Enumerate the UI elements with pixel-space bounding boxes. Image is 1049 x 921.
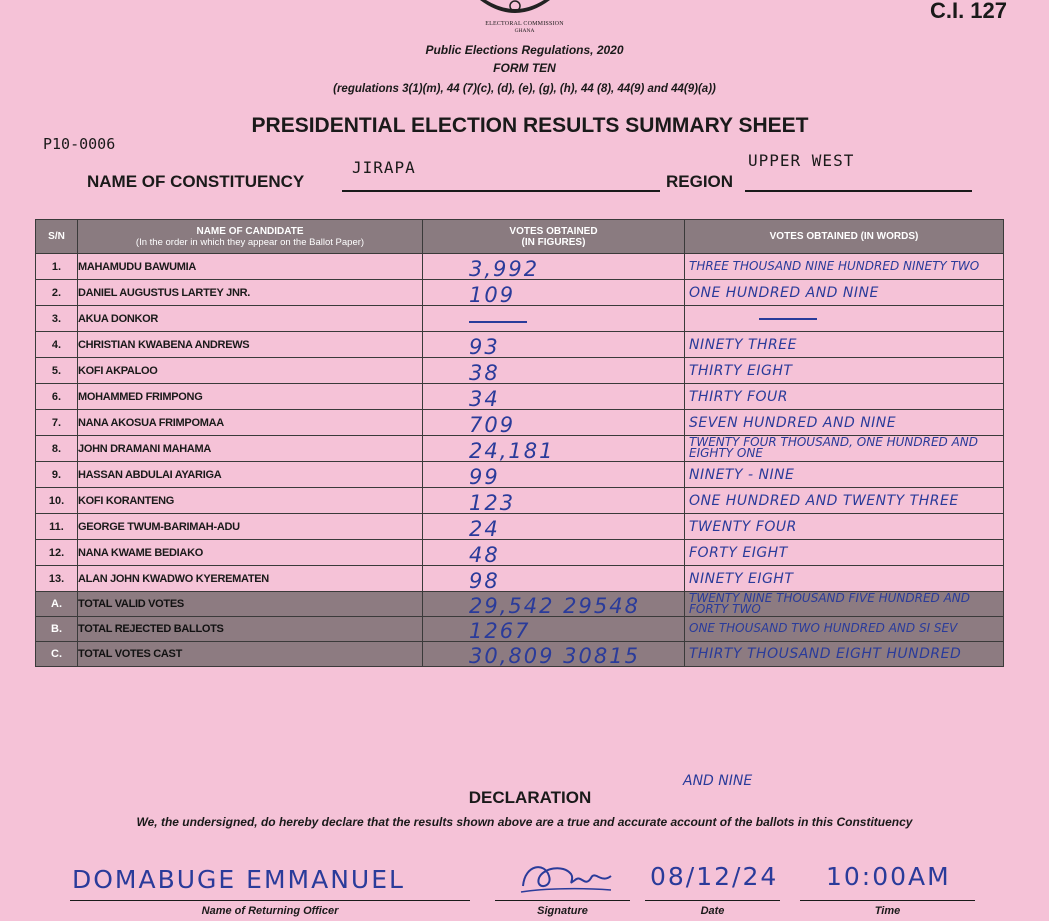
candidate-name: KOFI AKPALOO — [78, 358, 423, 384]
row-number: 3. — [36, 306, 78, 332]
total-label: TOTAL REJECTED BALLOTS — [78, 617, 423, 642]
row-number: 1. — [36, 254, 78, 280]
row-number: B. — [36, 617, 78, 642]
candidate-name: NANA KWAME BEDIAKO — [78, 540, 423, 566]
form-title: FORM TEN — [493, 61, 556, 75]
candidate-name: AKUA DONKOR — [78, 306, 423, 332]
votes-figures: 48 — [469, 542, 500, 567]
header-sn: S/N — [36, 220, 78, 254]
votes-words: TWENTY FOUR THOUSAND, ONE HUNDRED AND EIGHTY ONE — [689, 435, 979, 460]
votes-figures-cell — [423, 617, 685, 642]
votes-words — [685, 311, 817, 327]
votes-figures — [423, 309, 527, 333]
votes-figures-cell — [423, 306, 685, 332]
table-row — [36, 384, 1004, 410]
votes-words-cell — [685, 592, 1004, 617]
votes-figures-cell — [423, 642, 685, 667]
row-number: 10. — [36, 488, 78, 514]
votes-figures-cell — [423, 280, 685, 306]
votes-figures-cell — [423, 514, 685, 540]
declaration-text: We, the undersigned, do hereby declare that the results shown above are a true and accurate account of the ballots in this Constituency — [136, 815, 913, 829]
table-row — [36, 410, 1004, 436]
table-row — [36, 566, 1004, 592]
signature-caption: Signature — [537, 905, 588, 917]
votes-words-cell — [685, 642, 1004, 667]
candidate-name: NANA AKOSUA FRIMPOMAA — [78, 410, 423, 436]
votes-figures-cell — [423, 332, 685, 358]
total-rows — [36, 592, 1004, 667]
total-label: TOTAL VOTES CAST — [78, 642, 423, 667]
votes-words: NINETY - NINE — [689, 466, 795, 483]
table-row — [36, 488, 1004, 514]
region-underline — [745, 190, 972, 192]
regulation-references: (regulations 3(1)(m), 44 (7)(c), (d), (e), (g), (h), 44 (8), 44(9) and 44(9)(a)) — [333, 83, 716, 95]
votes-words-cell — [685, 280, 1004, 306]
votes-words: ONE HUNDRED AND TWENTY THREE — [689, 492, 959, 509]
votes-words-cell — [685, 488, 1004, 514]
electoral-commission-emblem — [460, 0, 570, 20]
candidate-name: MAHAMUDU BAWUMIA — [78, 254, 423, 280]
table-row — [36, 332, 1004, 358]
row-number: 9. — [36, 462, 78, 488]
votes-figures-cell — [423, 254, 685, 280]
officer-name-line — [70, 900, 470, 901]
signoff-date: 08/12/24 — [650, 862, 779, 891]
row-number: A. — [36, 592, 78, 617]
votes-figures: 3,992 — [469, 256, 540, 281]
votes-figures-cell — [423, 358, 685, 384]
results-table — [35, 219, 1004, 667]
votes-words: THIRTY EIGHT — [689, 362, 793, 379]
signoff-time: 10:00AM — [826, 862, 951, 891]
votes-words: THIRTY THOUSAND EIGHT HUNDRED — [689, 646, 962, 662]
candidate-name: GEORGE TWUM-BARIMAH-ADU — [78, 514, 423, 540]
votes-figures-cell — [423, 436, 685, 462]
officer-caption: Name of Returning Officer — [201, 905, 339, 917]
candidate-rows — [36, 254, 1004, 592]
table-row — [36, 540, 1004, 566]
votes-words-cell — [685, 332, 1004, 358]
table-header-row — [36, 220, 1004, 254]
votes-words: NINETY THREE — [689, 336, 797, 353]
candidate-name: DANIEL AUGUSTUS LARTEY JNR. — [78, 280, 423, 306]
row-number: 13. — [36, 566, 78, 592]
votes-words: ONE THOUSAND TWO HUNDRED AND SI SEV — [689, 621, 958, 635]
votes-words: TWENTY NINE THOUSAND FIVE HUNDRED AND FORTY TWO — [689, 590, 971, 616]
votes-figures-cell — [423, 592, 685, 617]
votes-words-cell — [685, 566, 1004, 592]
votes-words-cell — [685, 436, 1004, 462]
votes-words-cell — [685, 462, 1004, 488]
votes-figures-cell — [423, 488, 685, 514]
votes-figures: 29,542 29548 — [469, 594, 640, 618]
votes-figures: 99 — [469, 464, 500, 489]
constituency-label: NAME OF CONSTITUENCY — [87, 172, 305, 191]
row-number: 11. — [36, 514, 78, 540]
votes-words-cell — [685, 514, 1004, 540]
row-number: 4. — [36, 332, 78, 358]
handwritten-signature — [515, 858, 615, 896]
votes-figures: 123 — [469, 490, 516, 515]
commission-country: GHANA — [514, 28, 535, 34]
time-line — [800, 900, 975, 901]
votes-words-cell — [685, 384, 1004, 410]
candidate-name: MOHAMMED FRIMPONG — [78, 384, 423, 410]
votes-words: ONE HUNDRED AND NINE — [689, 284, 879, 301]
date-line — [645, 900, 780, 901]
header-candidate: NAME OF CANDIDATE (In the order in which they appear on the Ballot Paper) — [78, 220, 423, 254]
votes-figures-cell — [423, 566, 685, 592]
votes-words-cell — [685, 540, 1004, 566]
table-row — [36, 254, 1004, 280]
candidate-name: HASSAN ABDULAI AYARIGA — [78, 462, 423, 488]
page-title: PRESIDENTIAL ELECTION RESULTS SUMMARY SHEET — [251, 114, 809, 137]
blank-dash — [759, 318, 817, 320]
constituency-underline — [342, 190, 660, 192]
votes-words-cell — [685, 254, 1004, 280]
words-continuation: AND NINE — [683, 773, 753, 789]
votes-figures: 38 — [469, 360, 500, 385]
ci-number: C.I. 127 — [929, 0, 1007, 23]
row-number: 5. — [36, 358, 78, 384]
total-row — [36, 617, 1004, 642]
row-number: 8. — [36, 436, 78, 462]
votes-figures: 34 — [469, 386, 500, 411]
table-row — [36, 514, 1004, 540]
votes-figures: 24 — [469, 516, 500, 541]
row-number: 2. — [36, 280, 78, 306]
votes-figures: 24,181 — [469, 438, 555, 463]
votes-words: FORTY EIGHT — [689, 544, 788, 561]
serial-number: P10-0006 — [43, 135, 116, 153]
header-candidate-sub: (In the order in which they appear on the Ballot Paper) — [135, 236, 365, 248]
candidate-name: KOFI KORANTENG — [78, 488, 423, 514]
votes-figures: 109 — [469, 282, 516, 307]
votes-figures: 93 — [469, 334, 500, 359]
header-votes-words: VOTES OBTAINED (IN WORDS) — [685, 220, 1004, 254]
votes-words: SEVEN HUNDRED AND NINE — [689, 414, 897, 431]
votes-words-cell — [685, 358, 1004, 384]
date-caption: Date — [700, 905, 725, 917]
total-label: TOTAL VALID VOTES — [78, 592, 423, 617]
blank-dash — [469, 321, 527, 323]
votes-figures: 709 — [469, 412, 516, 437]
table-row — [36, 462, 1004, 488]
total-row — [36, 592, 1004, 617]
table-row — [36, 306, 1004, 332]
time-caption: Time — [874, 905, 901, 917]
votes-figures: 30,809 30815 — [469, 644, 640, 668]
votes-words: TWENTY FOUR — [689, 518, 797, 535]
votes-figures: 1267 — [469, 619, 531, 643]
commission-label: ELECTORAL COMMISSION — [485, 21, 564, 27]
row-number: C. — [36, 642, 78, 667]
votes-figures-cell — [423, 410, 685, 436]
votes-figures-cell — [423, 384, 685, 410]
votes-words-cell — [685, 306, 1004, 332]
table-row — [36, 280, 1004, 306]
votes-words: THIRTY FOUR — [689, 388, 789, 405]
votes-words: THREE THOUSAND NINE HUNDRED NINETY TWO — [689, 258, 980, 273]
row-number: 12. — [36, 540, 78, 566]
total-row — [36, 642, 1004, 667]
regulations-title: Public Elections Regulations, 2020 — [425, 43, 624, 57]
returning-officer-name: DOMABUGE EMMANUEL — [72, 865, 405, 894]
header-votes-figures-sub: (IN FIGURES) — [521, 236, 586, 248]
candidate-name: CHRISTIAN KWABENA ANDREWS — [78, 332, 423, 358]
header-votes-figures: VOTES OBTAINED (IN FIGURES) — [423, 220, 685, 254]
votes-figures-cell — [423, 462, 685, 488]
votes-figures: 98 — [469, 568, 500, 593]
row-number: 7. — [36, 410, 78, 436]
declaration-title: DECLARATION — [468, 788, 592, 807]
signature-line — [495, 900, 630, 901]
region-label: REGION — [666, 172, 734, 191]
constituency-value: JIRAPA — [352, 158, 416, 177]
table-row — [36, 358, 1004, 384]
region-value: UPPER WEST — [748, 151, 855, 170]
votes-figures-cell — [423, 540, 685, 566]
table-row — [36, 436, 1004, 462]
candidate-name: JOHN DRAMANI MAHAMA — [78, 436, 423, 462]
row-number: 6. — [36, 384, 78, 410]
votes-words: NINETY EIGHT — [689, 570, 794, 587]
votes-words-cell — [685, 410, 1004, 436]
votes-words-cell — [685, 617, 1004, 642]
candidate-name: ALAN JOHN KWADWO KYEREMATEN — [78, 566, 423, 592]
